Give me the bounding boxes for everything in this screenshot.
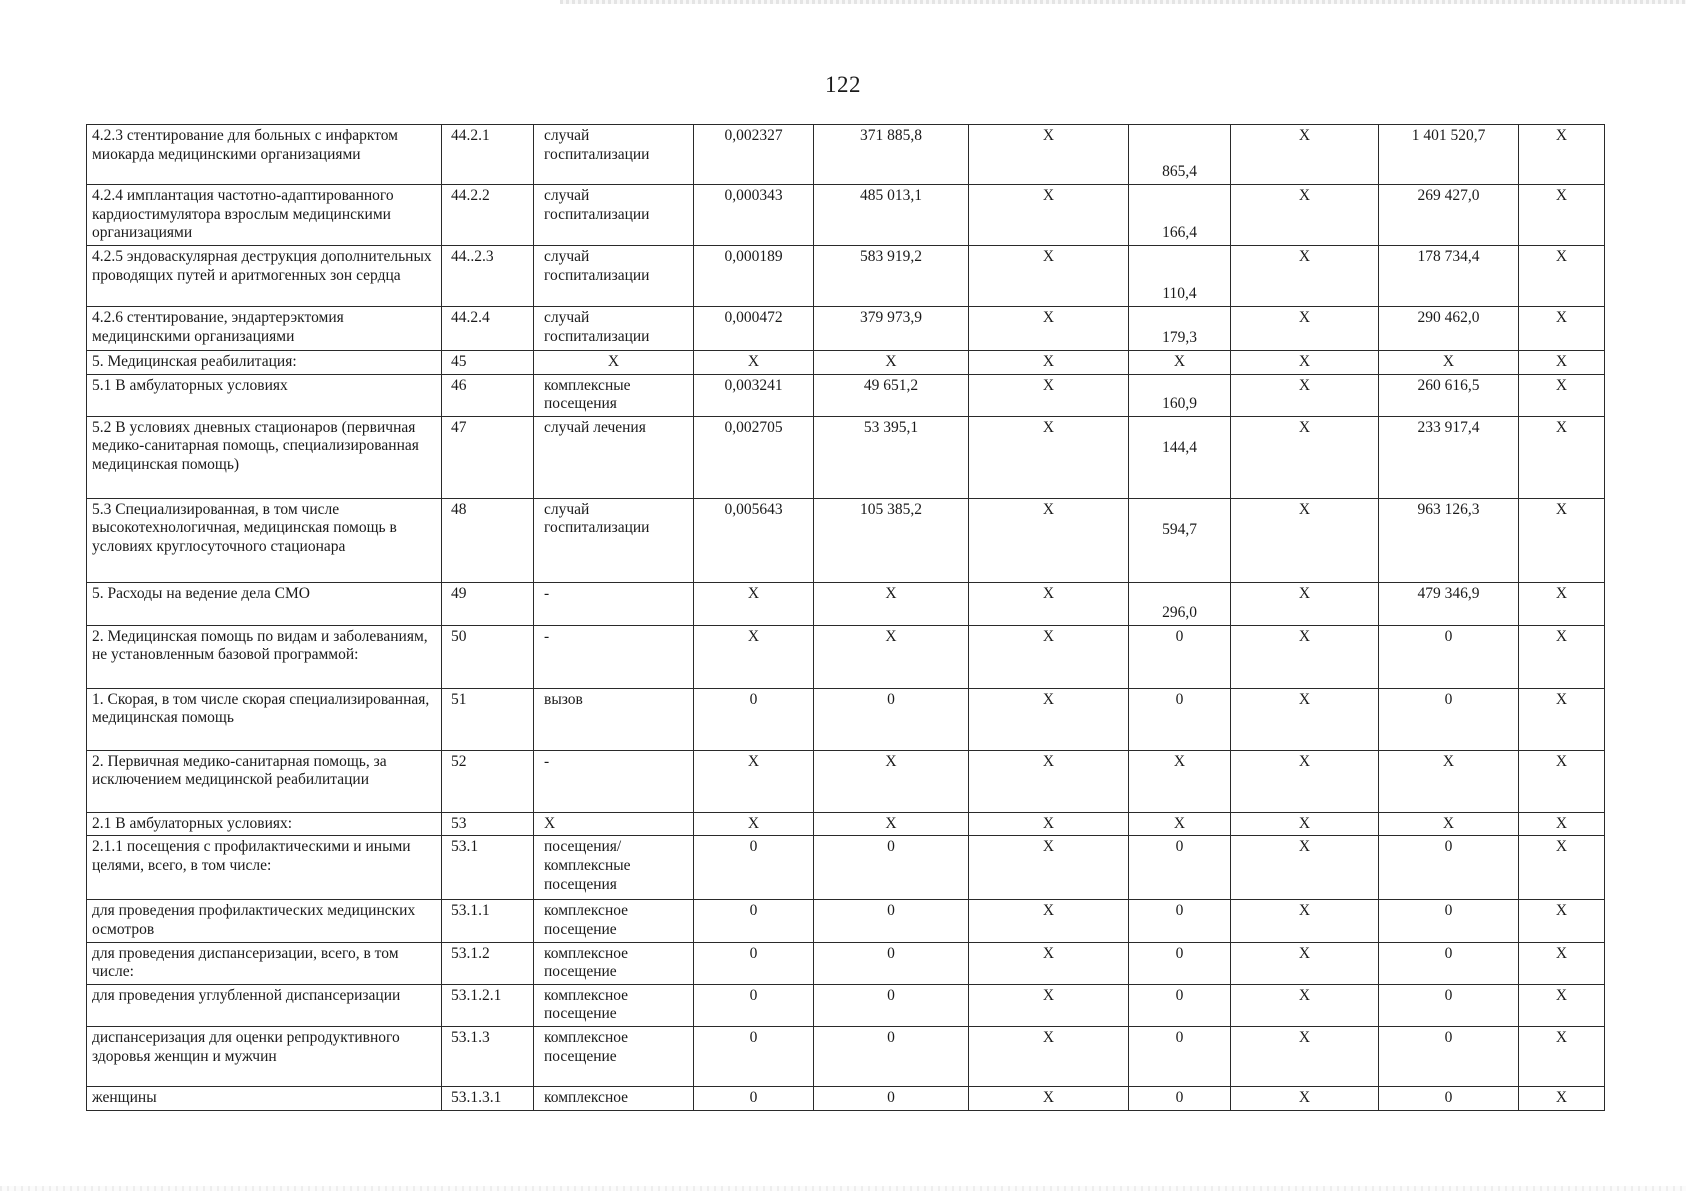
cell-code: 51: [442, 688, 534, 750]
cell-col7: 0: [1129, 688, 1231, 750]
cell-col5: Х: [814, 750, 969, 812]
cell-col10: Х: [1519, 125, 1605, 185]
cell-col6: Х: [969, 984, 1129, 1026]
cell-col5: 49 651,2: [814, 374, 969, 416]
cell-code: 44..2.3: [442, 246, 534, 307]
cell-col7: 0: [1129, 836, 1231, 900]
cell-unit: вызов: [534, 688, 694, 750]
cell-unit: -: [534, 625, 694, 688]
cell-col6: Х: [969, 1086, 1129, 1110]
cell-name: женщины: [87, 1086, 442, 1110]
cell-col8: Х: [1231, 688, 1379, 750]
cell-unit: посещения/комплексные посещения: [534, 836, 694, 900]
scan-edge-bottom: [0, 1186, 1686, 1191]
cell-code: 53.1.2: [442, 942, 534, 984]
cell-col7: 0: [1129, 984, 1231, 1026]
cell-code: 53.1.2.1: [442, 984, 534, 1026]
cell-col9: 1 401 520,7: [1379, 125, 1519, 185]
cell-name: 5. Расходы на ведение дела СМО: [87, 582, 442, 625]
cell-name: для проведения диспансеризации, всего, в том числе:: [87, 942, 442, 984]
cell-col5: Х: [814, 582, 969, 625]
cell-code: 44.2.4: [442, 307, 534, 351]
table-row: [87, 351, 1605, 375]
cell-col6: Х: [969, 942, 1129, 984]
cell-col8: Х: [1231, 185, 1379, 246]
cell-col5: Х: [814, 351, 969, 375]
cell-col4: 0,005643: [694, 498, 814, 582]
cell-name: 4.2.3 стентирование для больных с инфарктом миокарда медицинскими организациями: [87, 125, 442, 185]
cell-col4: 0: [694, 942, 814, 984]
cell-col10: Х: [1519, 625, 1605, 688]
cell-col6: Х: [969, 185, 1129, 246]
cell-col7: 0: [1129, 900, 1231, 942]
cell-col8: Х: [1231, 307, 1379, 351]
cell-code: 48: [442, 498, 534, 582]
cell-col6: Х: [969, 307, 1129, 351]
cell-col4: 0,000472: [694, 307, 814, 351]
table-row: [87, 498, 1605, 582]
cell-col4: 0,002705: [694, 416, 814, 498]
cell-col10: Х: [1519, 984, 1605, 1026]
cell-col4: 0: [694, 900, 814, 942]
cell-col9: 0: [1379, 942, 1519, 984]
cell-col10: Х: [1519, 307, 1605, 351]
cell-col10: Х: [1519, 750, 1605, 812]
cell-col6: Х: [969, 125, 1129, 185]
cell-col5: 379 973,9: [814, 307, 969, 351]
cell-code: 45: [442, 351, 534, 375]
cell-col10: Х: [1519, 246, 1605, 307]
table-row: [87, 1026, 1605, 1086]
table-row: [87, 942, 1605, 984]
cell-col8: Х: [1231, 750, 1379, 812]
cell-col8: Х: [1231, 125, 1379, 185]
cell-unit: комплексное посещение: [534, 984, 694, 1026]
cell-col4: 0: [694, 984, 814, 1026]
cell-col8: Х: [1231, 836, 1379, 900]
cell-col9: 0: [1379, 688, 1519, 750]
cell-col7: 0: [1129, 625, 1231, 688]
table-row: [87, 307, 1605, 351]
cell-col9: 0: [1379, 900, 1519, 942]
cell-col4: Х: [694, 582, 814, 625]
cell-col9: 0: [1379, 1086, 1519, 1110]
cell-col5: 0: [814, 1026, 969, 1086]
page-number: 122: [825, 72, 861, 97]
table-row: [87, 582, 1605, 625]
table-row: [87, 750, 1605, 812]
cell-col7: 160,9: [1129, 374, 1231, 416]
cell-col10: Х: [1519, 688, 1605, 750]
cell-col7: 179,3: [1129, 307, 1231, 351]
table-row: [87, 246, 1605, 307]
cell-code: 53.1.3: [442, 1026, 534, 1086]
table-row: [87, 185, 1605, 246]
cell-col6: Х: [969, 1026, 1129, 1086]
cell-name: 1. Скорая, в том числе скорая специализированная, медицинская помощь: [87, 688, 442, 750]
cell-name: 5. Медицинская реабилитация:: [87, 351, 442, 375]
cell-col5: 105 385,2: [814, 498, 969, 582]
cell-col9: 269 427,0: [1379, 185, 1519, 246]
cell-code: 44.2.2: [442, 185, 534, 246]
cell-col4: 0: [694, 836, 814, 900]
cell-col7: 865,4: [1129, 125, 1231, 185]
cell-col8: Х: [1231, 582, 1379, 625]
cell-name: 2.1.1 посещения с профилактическими и иными целями, всего, в том числе:: [87, 836, 442, 900]
cell-name: 5.3 Специализированная, в том числе высокотехнологичная, медицинская помощь в условиях круглосуточного стационара: [87, 498, 442, 582]
cell-col7: 144,4: [1129, 416, 1231, 498]
cell-unit: случай госпитализации: [534, 125, 694, 185]
cell-code: 53.1: [442, 836, 534, 900]
cell-name: 4.2.4 имплантация частотно-адаптированного кардиостимулятора взрослым медицинскими организациями: [87, 185, 442, 246]
cell-col5: 0: [814, 1086, 969, 1110]
cell-col8: Х: [1231, 1026, 1379, 1086]
cell-unit: Х: [534, 351, 694, 375]
cell-col5: 583 919,2: [814, 246, 969, 307]
scan-edge-top: [560, 0, 1686, 4]
table-row: [87, 125, 1605, 185]
cell-col6: Х: [969, 498, 1129, 582]
table-row: [87, 812, 1605, 836]
cell-col8: Х: [1231, 416, 1379, 498]
cell-col8: Х: [1231, 900, 1379, 942]
cell-col9: Х: [1379, 812, 1519, 836]
cell-name: 2. Медицинская помощь по видам и заболеваниям, не установленным базовой программой:: [87, 625, 442, 688]
cell-unit: Х: [534, 812, 694, 836]
cell-col9: 178 734,4: [1379, 246, 1519, 307]
cell-code: 53: [442, 812, 534, 836]
cell-col4: 0,003241: [694, 374, 814, 416]
cell-col9: Х: [1379, 351, 1519, 375]
cell-unit: -: [534, 582, 694, 625]
cell-col6: Х: [969, 750, 1129, 812]
cell-name: 5.1 В амбулаторных условиях: [87, 374, 442, 416]
table-row: [87, 416, 1605, 498]
cell-col9: 0: [1379, 836, 1519, 900]
cell-col8: Х: [1231, 942, 1379, 984]
cell-col4: 0: [694, 1086, 814, 1110]
cell-col7: 166,4: [1129, 185, 1231, 246]
table-row: [87, 900, 1605, 942]
cell-col7: 0: [1129, 942, 1231, 984]
cell-code: 49: [442, 582, 534, 625]
cell-col6: Х: [969, 688, 1129, 750]
cell-col9: 0: [1379, 625, 1519, 688]
cell-col4: Х: [694, 625, 814, 688]
cell-unit: случай госпитализации: [534, 307, 694, 351]
cell-unit: комплексное посещение: [534, 1026, 694, 1086]
cell-unit: случай лечения: [534, 416, 694, 498]
cell-col5: 485 013,1: [814, 185, 969, 246]
cell-col6: Х: [969, 374, 1129, 416]
table-row: [87, 1086, 1605, 1110]
cell-col8: Х: [1231, 625, 1379, 688]
cell-col4: 0,002327: [694, 125, 814, 185]
cell-unit: комплексное: [534, 1086, 694, 1110]
cell-col5: 0: [814, 984, 969, 1026]
cell-col10: Х: [1519, 942, 1605, 984]
table-row: [87, 984, 1605, 1026]
cell-col9: 0: [1379, 1026, 1519, 1086]
cell-col8: Х: [1231, 374, 1379, 416]
cell-col9: 233 917,4: [1379, 416, 1519, 498]
cell-unit: комплексные посещения: [534, 374, 694, 416]
cell-col6: Х: [969, 812, 1129, 836]
cell-name: 5.2 В условиях дневных стационаров (первичная медико-санитарная помощь, специализированная медицинская помощь): [87, 416, 442, 498]
cell-col4: Х: [694, 750, 814, 812]
cell-col10: Х: [1519, 836, 1605, 900]
cell-col7: 594,7: [1129, 498, 1231, 582]
table-row: [87, 374, 1605, 416]
cell-code: 46: [442, 374, 534, 416]
cell-col9: 290 462,0: [1379, 307, 1519, 351]
cell-col9: 0: [1379, 984, 1519, 1026]
cell-col6: Х: [969, 836, 1129, 900]
cell-col10: Х: [1519, 812, 1605, 836]
cell-col9: 260 616,5: [1379, 374, 1519, 416]
cell-col5: 53 395,1: [814, 416, 969, 498]
cell-col9: 479 346,9: [1379, 582, 1519, 625]
cell-col4: Х: [694, 351, 814, 375]
cell-col6: Х: [969, 246, 1129, 307]
cell-name: для проведения углубленной диспансеризации: [87, 984, 442, 1026]
cell-col8: Х: [1231, 498, 1379, 582]
cell-unit: случай госпитализации: [534, 246, 694, 307]
cell-unit: комплексное посещение: [534, 942, 694, 984]
table-row: [87, 836, 1605, 900]
cell-name: диспансеризация для оценки репродуктивного здоровья женщин и мужчин: [87, 1026, 442, 1086]
cell-unit: случай госпитализации: [534, 185, 694, 246]
cell-name: для проведения профилактических медицинских осмотров: [87, 900, 442, 942]
cell-col4: 0: [694, 688, 814, 750]
cell-col7: 110,4: [1129, 246, 1231, 307]
cell-col10: Х: [1519, 351, 1605, 375]
cell-code: 50: [442, 625, 534, 688]
cell-unit: комплексное посещение: [534, 900, 694, 942]
cell-col4: Х: [694, 812, 814, 836]
cell-col7: Х: [1129, 351, 1231, 375]
cell-col4: 0: [694, 1026, 814, 1086]
cell-col8: Х: [1231, 1086, 1379, 1110]
cell-col10: Х: [1519, 374, 1605, 416]
cell-col9: Х: [1379, 750, 1519, 812]
cell-col7: Х: [1129, 812, 1231, 836]
table-body: [87, 125, 1605, 1111]
cell-col7: 296,0: [1129, 582, 1231, 625]
cell-col10: Х: [1519, 185, 1605, 246]
cell-name: 4.2.6 стентирование, эндартерэктомия медицинскими организациями: [87, 307, 442, 351]
cell-col5: 0: [814, 900, 969, 942]
cell-col10: Х: [1519, 582, 1605, 625]
cell-col5: 0: [814, 688, 969, 750]
cell-col5: Х: [814, 625, 969, 688]
cell-name: 2.1 В амбулаторных условиях:: [87, 812, 442, 836]
cell-col6: Х: [969, 416, 1129, 498]
cell-col10: Х: [1519, 416, 1605, 498]
cell-name: 2. Первичная медико-санитарная помощь, за исключением медицинской реабилитации: [87, 750, 442, 812]
cell-col8: Х: [1231, 812, 1379, 836]
cell-col7: 0: [1129, 1086, 1231, 1110]
cell-code: 47: [442, 416, 534, 498]
cell-col10: Х: [1519, 1026, 1605, 1086]
cell-unit: случай госпитализации: [534, 498, 694, 582]
cell-col9: 963 126,3: [1379, 498, 1519, 582]
cell-col7: Х: [1129, 750, 1231, 812]
cell-col5: Х: [814, 812, 969, 836]
cell-col6: Х: [969, 625, 1129, 688]
cell-name: 4.2.5 эндоваскулярная деструкция дополнительных проводящих путей и аритмогенных зон сердца: [87, 246, 442, 307]
cell-col10: Х: [1519, 498, 1605, 582]
cell-col4: 0,000343: [694, 185, 814, 246]
cell-col6: Х: [969, 351, 1129, 375]
cell-col8: Х: [1231, 246, 1379, 307]
cell-code: 53.1.3.1: [442, 1086, 534, 1110]
cell-code: 53.1.1: [442, 900, 534, 942]
cell-col10: Х: [1519, 1086, 1605, 1110]
cell-col7: 0: [1129, 1026, 1231, 1086]
cell-unit: -: [534, 750, 694, 812]
cell-code: 44.2.1: [442, 125, 534, 185]
cell-col5: 0: [814, 836, 969, 900]
cell-col5: 371 885,8: [814, 125, 969, 185]
tariff-table: [86, 124, 1605, 1111]
cell-col8: Х: [1231, 984, 1379, 1026]
table-row: [87, 688, 1605, 750]
cell-code: 52: [442, 750, 534, 812]
table-row: [87, 625, 1605, 688]
cell-col6: Х: [969, 582, 1129, 625]
cell-col4: 0,000189: [694, 246, 814, 307]
cell-col5: 0: [814, 942, 969, 984]
cell-col6: Х: [969, 900, 1129, 942]
cell-col10: Х: [1519, 900, 1605, 942]
cell-col8: Х: [1231, 351, 1379, 375]
